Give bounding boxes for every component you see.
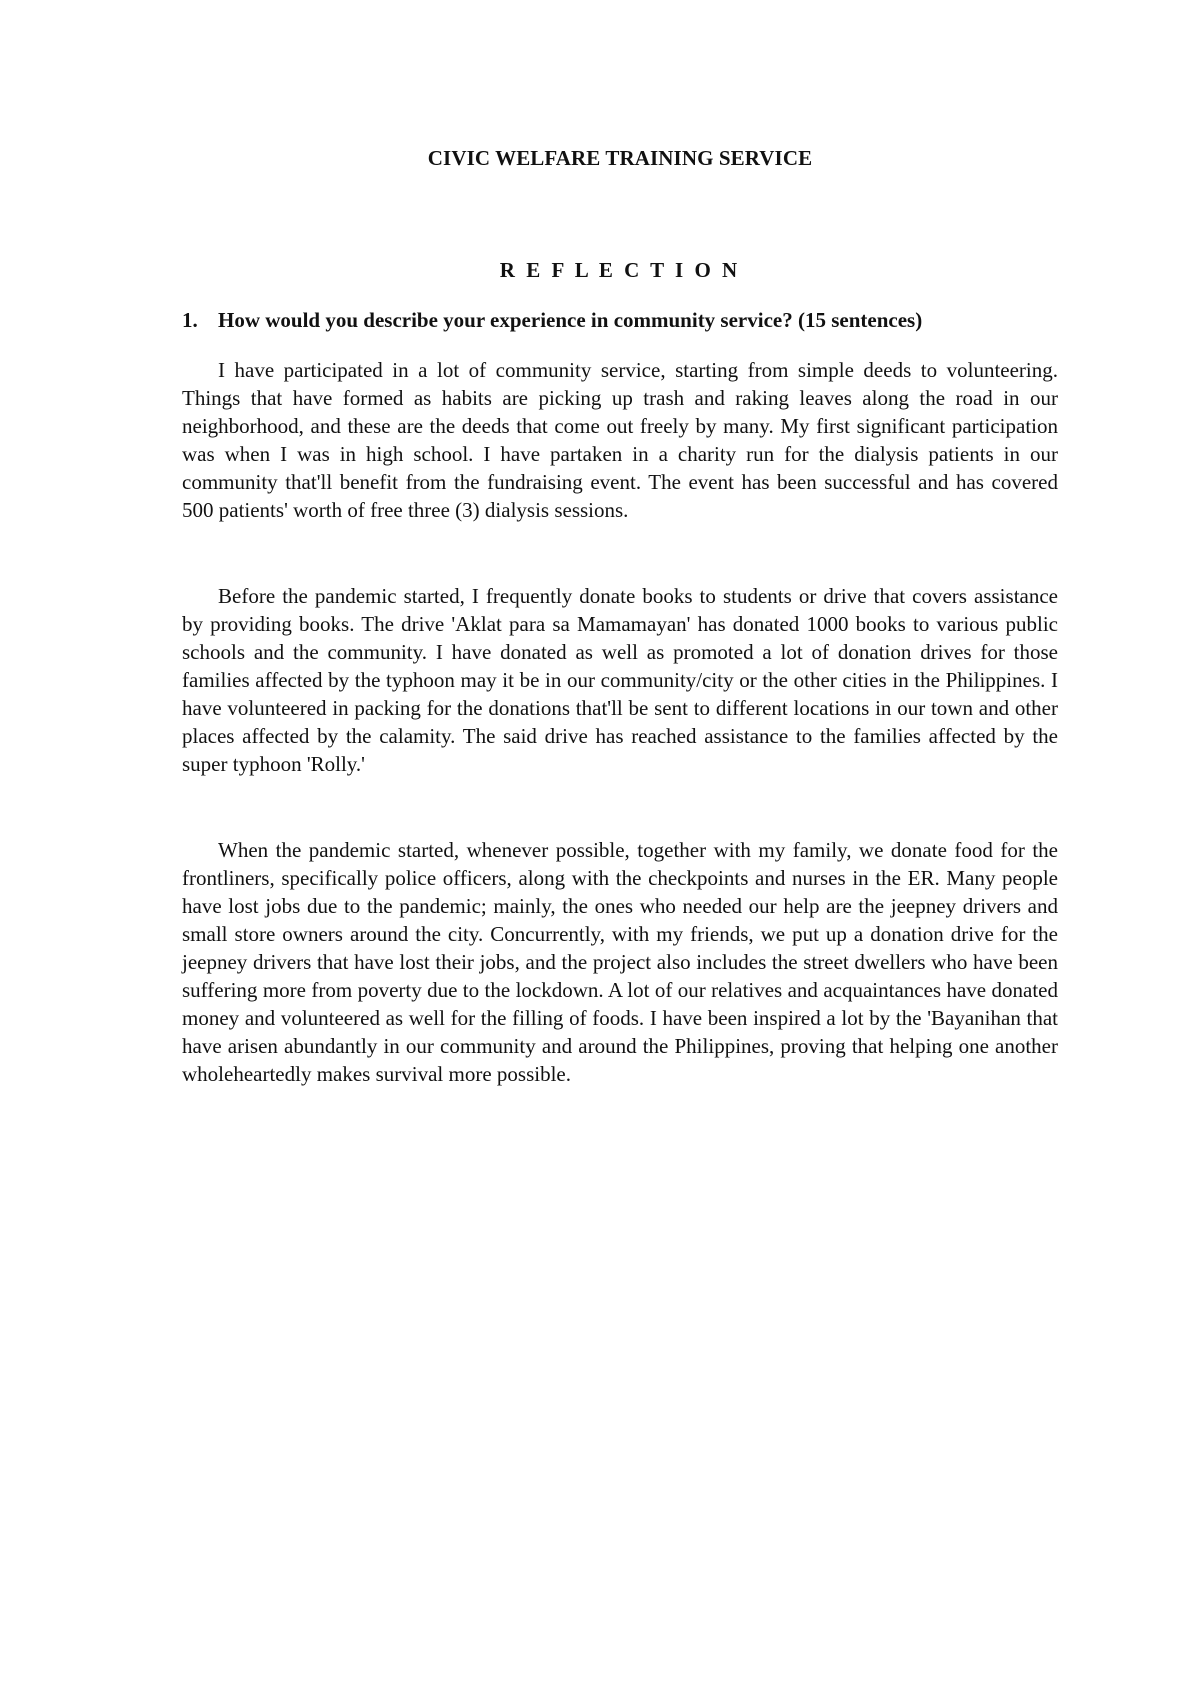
question-text: How would you describe your experience in community service? (15 sentences) <box>218 308 923 332</box>
question-item <box>182 308 1058 332</box>
document-subtitle: R E F L E C T I O N <box>499 258 741 282</box>
document-title: CIVIC WELFARE TRAINING SERVICE <box>427 146 813 170</box>
paragraph-3: When the pandemic started, whenever possible, together with my family, we donate food for the frontliners, specifically police officers, along with the checkpoints and nurses in the ER. Many people have lost jobs due to the pandemic; mainly, the ones who needed our help are the jeepney drivers and small store owners around the city. Concurrently, with my friends, we put up a donation drive for the jeepney drivers that have lost their jobs, and the project also includes the street dwellers who have been suffering more from poverty due to the lockdown. A lot of our relatives and acquaintances have donated money and volunteered as well for the filling of foods. I have been inspired a lot by the 'Bayanihan that have arisen abundantly in our community and around the Philippines, proving that helping one another wholeheartedly makes survival more possible. <box>182 838 1058 1086</box>
paragraph-2: Before the pandemic started, I frequently donate books to students or drive that covers assistance by providing books. The drive 'Aklat para sa Mamamayan' has donated 1000 books to various public schools and the community. I have donated as well as promoted a lot of donation drives for those families affected by the typhoon may it be in our community/city or the other cities in the Philippines. I have volunteered in packing for the donations that'll be sent to different locations in our town and other places affected by the calamity. The said drive has reached assistance to the families affected by the super typhoon 'Rolly.' <box>182 584 1058 776</box>
paragraph-1: I have participated in a lot of community service, starting from simple deeds to volunteering. Things that have formed as habits are picking up trash and raking leaves along the road in our neighborhood, and these are the deeds that come out freely by many. My first significant participation was when I was in high school. I have partaken in a charity run for the dialysis patients in our community that'll benefit from the fundraising event. The event has been successful and has covered 500 patients' worth of free three (3) dialysis sessions. <box>182 358 1058 522</box>
question-number: 1. <box>182 308 198 332</box>
document-content <box>182 146 1058 1088</box>
